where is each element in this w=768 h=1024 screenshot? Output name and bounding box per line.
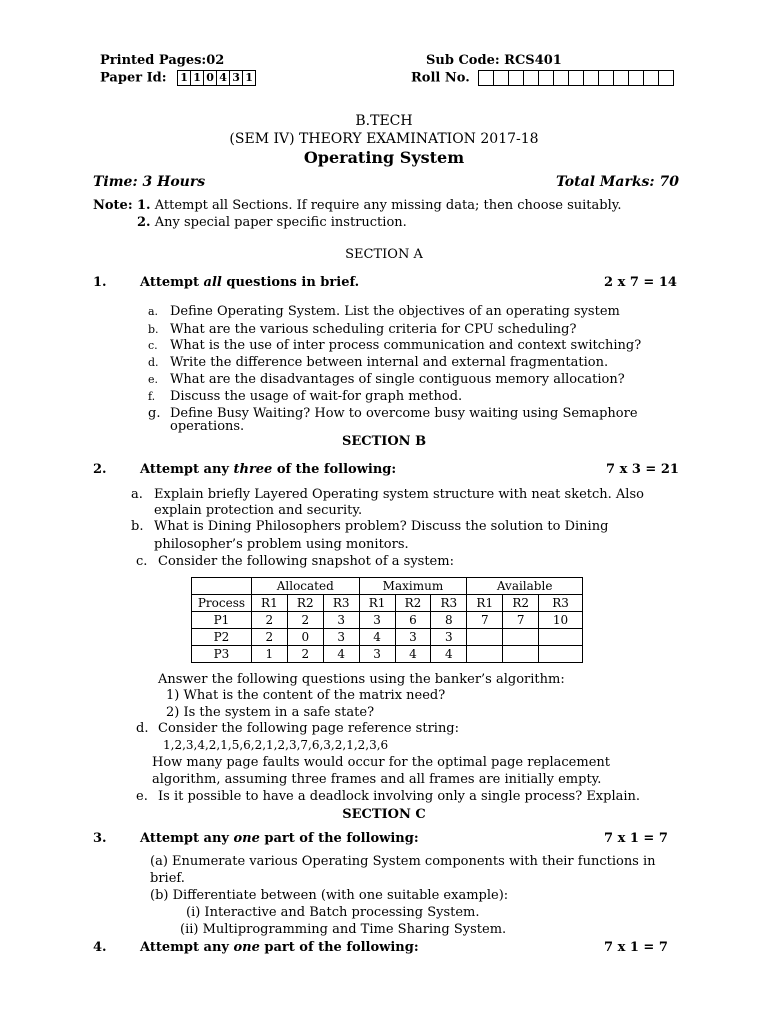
q2e-label: e. [136,789,148,804]
table-cell: P1 [192,612,252,629]
table-cell: 3 [323,612,359,629]
table-header: Process [192,595,252,612]
q1-item: b. What are the various scheduling criteria for CPU scheduling? [148,322,577,337]
paper-id-digit: 0 [204,70,217,86]
table-row [192,629,583,646]
q2d-question-cont: algorithm, assuming three frames and all frames are initially empty. [152,772,602,787]
paper-id [100,70,256,86]
q2b-label: b. [131,519,144,534]
q2-number: 2. [93,462,107,477]
table-cell [539,646,583,663]
total-marks: Total Marks: 70 [556,174,679,190]
q1-item: e. What are the disadvantages of single contiguous memory allocation? [148,372,625,387]
q2d-label: d. [136,721,149,736]
q1-instruction: Attempt all questions in brief. [140,275,360,290]
q1-item: d. Write the difference between internal and external fragmentation. [148,355,609,370]
printed-pages: Printed Pages:02 [100,53,225,68]
q2c-text: Consider the following snapshot of a system: [158,554,454,569]
paper-id-digit: 3 [230,70,243,86]
paper-id-digit: 1 [191,70,204,86]
q2b-text-cont: philosopher’s problem using monitors. [154,537,409,552]
table-group-row [192,578,583,595]
q1-item: g. Define Busy Waiting? How to overcome busy waiting using Semaphore [148,406,638,421]
table-cell: 3 [431,629,467,646]
table-cell [503,646,539,663]
table-cell: 4 [323,646,359,663]
table-cell: 4 [395,646,431,663]
table-cell: 10 [539,612,583,629]
q4-instruction: Attempt any one part of the following: [140,940,419,955]
table-group-header: Allocated [251,578,359,595]
q3a-text-cont: brief. [150,871,185,886]
table-header: R3 [323,595,359,612]
table-cell: 2 [287,646,323,663]
table-header: R2 [503,595,539,612]
q2c-subq-2: 2) Is the system in a safe state? [166,705,375,720]
q3-marks: 7 x 1 = 7 [604,831,668,846]
paper-id-boxes [177,70,256,86]
q1-item-g-cont: operations. [170,419,245,434]
table-header: R1 [359,595,395,612]
table-cell [503,629,539,646]
table-cell: 4 [359,629,395,646]
q2a-label: a. [131,487,143,502]
q2a-text: Explain briefly Layered Operating system structure with neat sketch. Also [154,487,644,502]
q4-number: 4. [93,940,107,955]
table-header: R2 [395,595,431,612]
degree: B.TECH [355,113,413,129]
table-row [192,612,583,629]
table-cell: 6 [395,612,431,629]
table-cell: 1 [251,646,287,663]
q1-number: 1. [93,275,107,290]
paper-id-digit: 1 [178,70,191,86]
q2d-question: How many page faults would occur for the optimal page replacement [152,755,610,770]
bankers-table [191,577,583,663]
table-cell: 3 [359,612,395,629]
q2c-label: c. [136,554,148,569]
q3-number: 3. [93,831,107,846]
table-group-header: Available [467,578,583,595]
table-cell: 0 [287,629,323,646]
paper-id-label: Paper Id: [100,70,167,86]
q3a-text: (a) Enumerate various Operating System components with their functions in [150,854,656,869]
section-b-title: SECTION B [341,434,427,449]
table-cell: 3 [323,629,359,646]
time: Time: 3 Hours [93,174,206,190]
table-cell [539,629,583,646]
section-c-title: SECTION C [342,807,426,822]
q2d-text: Consider the following page reference string: [158,721,460,736]
table-cell: 7 [503,612,539,629]
table-header: R3 [431,595,467,612]
subject-title: Operating System [303,148,465,167]
q1-item: f. Discuss the usage of wait-for graph method. [148,389,463,404]
table-header: R1 [251,595,287,612]
table-cell: 2 [251,612,287,629]
paper-id-digit: 4 [217,70,230,86]
q2e-text: Is it possible to have a deadlock involving only a single process? Explain. [158,789,641,804]
q2-marks: 7 x 3 = 21 [606,462,679,477]
table-cell: 8 [431,612,467,629]
q2c-subq-1: 1) What is the content of the matrix need? [166,688,446,703]
table-cell: 3 [395,629,431,646]
table-cell: 3 [359,646,395,663]
table-header: R2 [287,595,323,612]
q1-item: a. Define Operating System. List the objectives of an operating system [148,304,620,319]
table-cell: P2 [192,629,252,646]
table-group-header: Maximum [359,578,467,595]
table-cell: P3 [192,646,252,663]
q4-marks: 7 x 1 = 7 [604,940,668,955]
table-cell [192,578,252,595]
roll-no [411,70,674,86]
exam-title: (SEM IV) THEORY EXAMINATION 2017-18 [229,131,539,147]
q2d-reference-string: 1,2,3,4,2,1,5,6,2,1,2,3,7,6,3,2,1,2,3,6 [163,738,389,752]
note-item-2: 2. Any special paper specific instruction. [137,215,407,230]
table-cell: 7 [467,612,503,629]
table-cell [467,646,503,663]
roll-no-boxes [478,70,674,86]
q3b-part-2: (ii) Multiprogramming and Time Sharing System. [180,922,507,937]
q3b-part-1: (i) Interactive and Batch processing System. [186,905,480,920]
q2-instruction: Attempt any three of the following: [140,462,397,477]
section-a-title: SECTION A [345,247,423,262]
table-cell: 4 [431,646,467,663]
q1-item: c. What is the use of inter process communication and context switching? [148,338,642,353]
note-item-1: 1. Attempt all Sections. If require any missing data; then choose suitably. [137,198,622,213]
q2c-answer-intro: Answer the following questions using the banker’s algorithm: [158,672,565,687]
q3b-text: (b) Differentiate between (with one suitable example): [150,888,509,903]
table-cell [467,629,503,646]
sub-code: Sub Code: RCS401 [426,53,562,68]
table-header-row [192,595,583,612]
roll-no-label: Roll No. [411,70,470,86]
q2b-text: What is Dining Philosophers problem? Discuss the solution to Dining [154,519,609,534]
table-row [192,646,583,663]
table-cell: 2 [287,612,323,629]
paper-id-digit: 1 [243,70,256,86]
table-cell: 2 [251,629,287,646]
q1-marks: 2 x 7 = 14 [604,275,677,290]
note-label: Note: [93,198,133,213]
table-header: R3 [539,595,583,612]
q3-instruction: Attempt any one part of the following: [140,831,419,846]
table-header: R1 [467,595,503,612]
q2a-text-cont: explain protection and security. [154,503,363,518]
